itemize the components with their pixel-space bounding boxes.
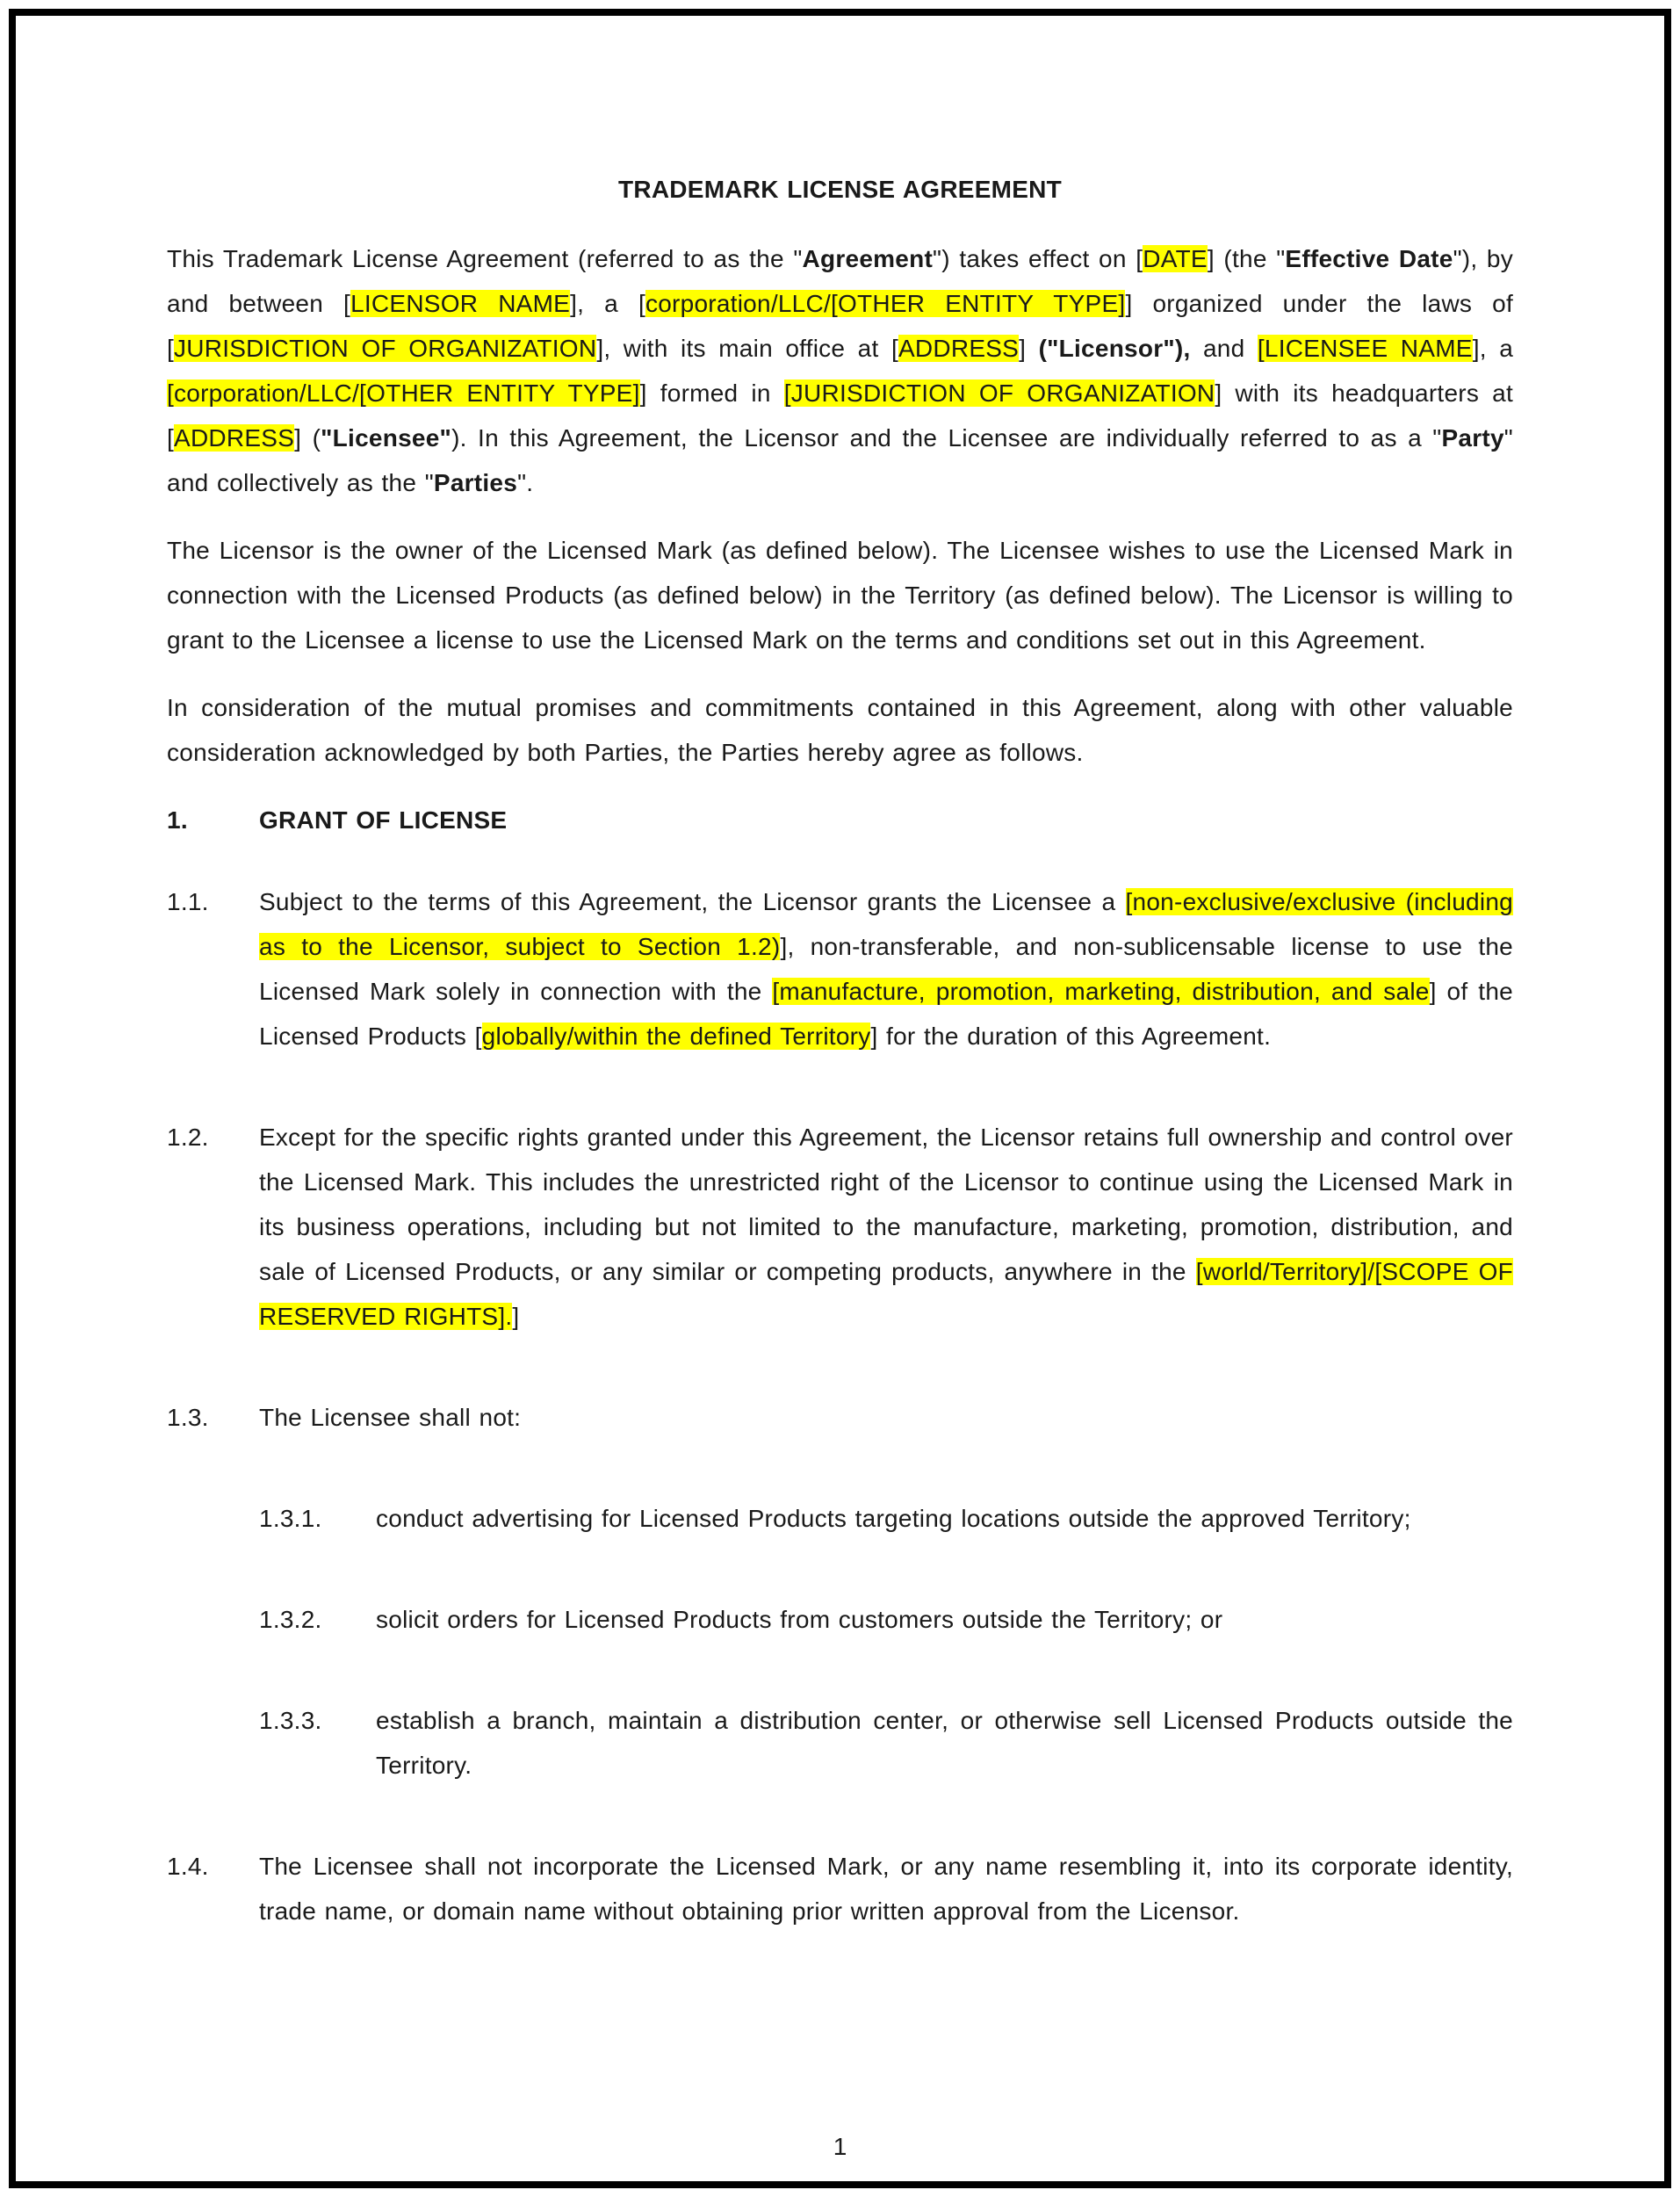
text-run: The Licensee shall not: [259, 1404, 522, 1431]
highlighted-text: JURISDICTION OF ORGANIZATION [174, 335, 597, 362]
clause-1-3 [167, 1395, 1513, 1440]
text-run: "), by and between [ [167, 245, 1513, 317]
document-title: TRADEMARK LICENSE AGREEMENT [618, 176, 1062, 203]
highlighted-text: [manufacture, promotion, marketing, distribution, and sale [772, 978, 1430, 1005]
highlighted-text: ADDRESS [174, 424, 295, 452]
clause-text [376, 1597, 1513, 1642]
text-run: ". [517, 469, 534, 496]
clause-text [259, 798, 1513, 842]
text-run: conduct advertising for Licensed Products targeting locations outside the approved Territory; [376, 1505, 1411, 1532]
text-run: This Trademark License Agreement (referred to as the " [167, 245, 803, 272]
text-run: The Licensee shall not incorporate the Licensed Mark, or any name resembling it, into its corporate identity, trade name, or domain name without obtaining prior written approval from the Licensor. [259, 1853, 1513, 1925]
clause-1-4 [167, 1844, 1513, 1933]
clause-number: 1.2. [167, 1124, 209, 1151]
text-run: ("Licensor"), [1038, 335, 1191, 362]
clause-number: 1.3. [167, 1404, 209, 1431]
text-run: ], a [ [570, 290, 645, 317]
highlighted-text: [non-exclusive/exclusive (including as to the Licensor, subject to Section 1.2) [259, 888, 1513, 960]
clause-text [259, 1844, 1513, 1933]
paragraph [167, 236, 1513, 505]
text-run: and [1190, 335, 1258, 362]
text-run: ] organized under the laws of [ [167, 290, 1513, 362]
highlighted-text: ADDRESS [898, 335, 1020, 362]
clause-text [259, 1395, 1513, 1440]
text-run: ] (the " [1207, 245, 1286, 272]
clause-text [376, 1698, 1513, 1788]
highlighted-text: [world/Territory]/[SCOPE OF RESERVED RIGHTS]. [259, 1258, 1513, 1330]
text-run: Parties [433, 469, 518, 496]
text-run: solicit orders for Licensed Products from customers outside the Territory; or [376, 1606, 1223, 1633]
text-run: ] [512, 1303, 520, 1330]
text-run: ], a [1472, 335, 1514, 362]
text-run: ] with its headquarters at [ [167, 379, 1513, 452]
text-run: GRANT OF LICENSE [259, 806, 508, 834]
clause-number: 1.3.2. [259, 1606, 322, 1633]
document-blocks [167, 236, 1513, 1933]
clause-1-3-2 [259, 1597, 1513, 1642]
text-run: ], non-transferable, and non-sublicensable license to use the Licensed Mark solely in connection with the [259, 933, 1513, 1005]
clause-1-2 [167, 1115, 1513, 1339]
text-run: "Licensee" [321, 424, 452, 452]
highlighted-text: corporation/LLC/[OTHER ENTITY TYPE] [645, 290, 1126, 317]
text-run: In consideration of the mutual promises and commitments contained in this Agreement, along with other valuable consideration acknowledged by both Parties, the Parties hereby agree as follows. [167, 694, 1513, 766]
clause-number: 1. [167, 806, 188, 834]
clause-1-3-1 [259, 1496, 1513, 1541]
text-run: " and collectively as the " [167, 424, 1513, 496]
clause-number: 1.3.1. [259, 1505, 322, 1532]
text-run: ] formed in [639, 379, 784, 407]
document-page [9, 9, 1671, 2188]
clause-number: 1.1. [167, 888, 209, 915]
page-number: 1 [833, 2133, 847, 2160]
highlighted-text: globally/within the defined Territory [481, 1023, 871, 1050]
highlighted-text: DATE [1143, 245, 1208, 272]
text-run: ] [1019, 335, 1039, 362]
clause-number: 1.3.3. [259, 1707, 322, 1734]
text-run: Except for the specific rights granted under this Agreement, the Licensor retains full ownership and control over the Licensed Mark. This includes the unrestricted right of the Licensor to continue using the Licensed Mark in its business operations, including but not limited to the manufacture, marketing, promotion, distribution, and sale of Licensed Products, or any similar or competing products, anywhere in the [259, 1124, 1513, 1285]
text-run: Agreement [802, 245, 934, 272]
clause-number: 1.4. [167, 1853, 209, 1880]
text-run: ] for the duration of this Agreement. [870, 1023, 1272, 1050]
text-run: Subject to the terms of this Agreement, the Licensor grants the Licensee a [259, 888, 1126, 915]
paragraph [167, 685, 1513, 775]
text-run: Party [1441, 424, 1504, 452]
highlighted-text: [JURISDICTION OF ORGANIZATION [783, 379, 1215, 407]
text-run: ] of the Licensed Products [ [259, 978, 1513, 1050]
clause-1-1 [167, 879, 1513, 1059]
text-run: Effective Date [1285, 245, 1453, 272]
paragraph [167, 528, 1513, 662]
text-run: ], with its main office at [ [596, 335, 898, 362]
clause-text [259, 879, 1513, 1059]
text-run: ] ( [294, 424, 321, 452]
clause-text [376, 1496, 1513, 1541]
text-run: establish a branch, maintain a distribution center, or otherwise sell Licensed Products outside the Territory. [376, 1707, 1513, 1779]
highlighted-text: LICENSOR NAME [350, 290, 571, 317]
highlighted-text: [corporation/LLC/[OTHER ENTITY TYPE] [167, 379, 640, 407]
highlighted-text: [LICENSEE NAME [1257, 335, 1473, 362]
clause-1-3-3 [259, 1698, 1513, 1788]
clause-text [259, 1115, 1513, 1339]
text-run: ") takes effect on [ [933, 245, 1143, 272]
section-heading-1 [167, 798, 1513, 842]
text-run: ). In this Agreement, the Licensor and the Licensee are individually referred to as a " [451, 424, 1442, 452]
text-run: The Licensor is the owner of the Licensed Mark (as defined below). The Licensee wishes to use the Licensed Mark in connection with the Licensed Products (as defined below) in the Territory (as defined below). The Licensor is willing to grant to the Licensee a license to use the Licensed Mark on the terms and conditions set out in this Agreement. [167, 537, 1513, 654]
